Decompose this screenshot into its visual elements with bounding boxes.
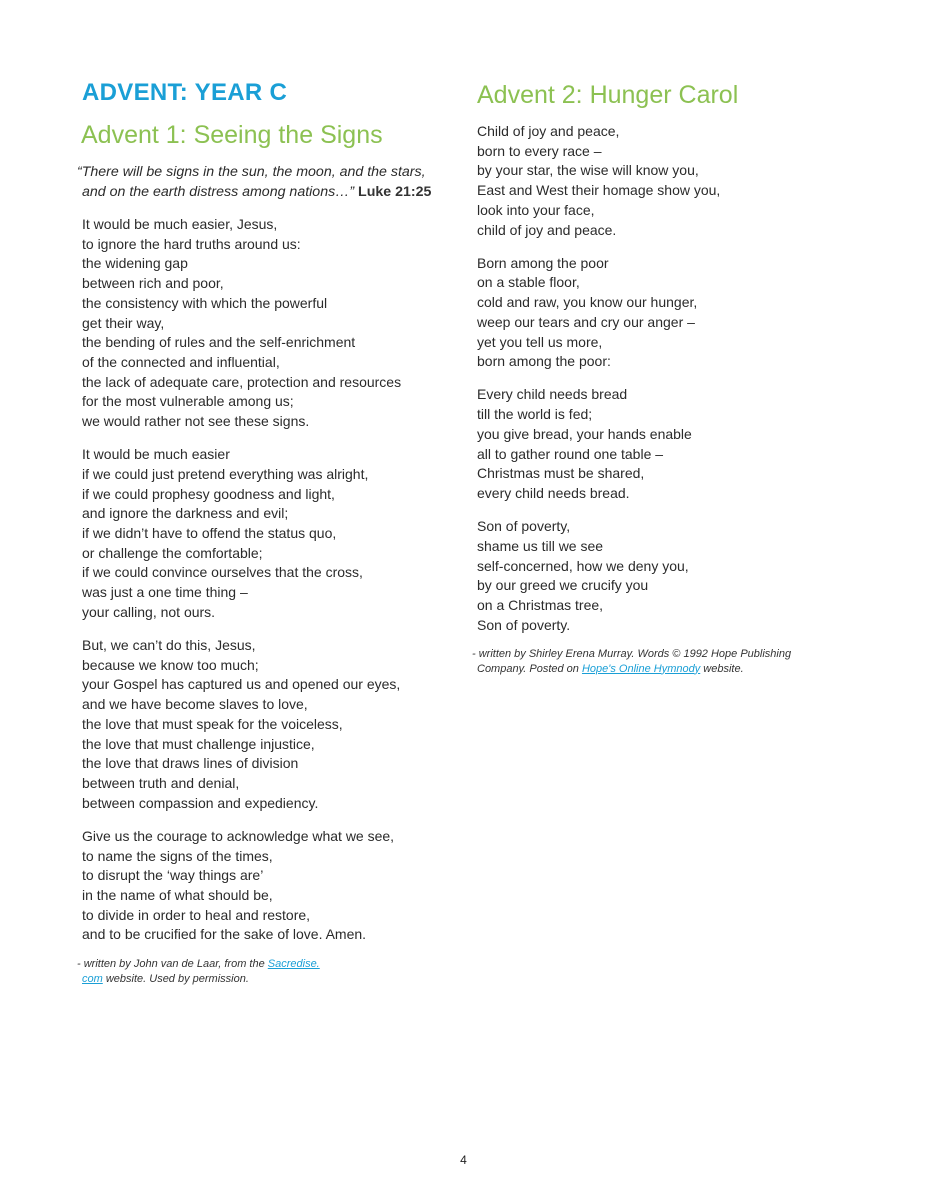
stanza <box>477 122 720 240</box>
verse-line: for the most vulnerable among us; <box>82 393 294 410</box>
verse-line: Every child needs bread <box>477 386 628 403</box>
season-year: YEAR C <box>188 79 288 106</box>
verse-line: shame us till we see <box>477 537 604 554</box>
epigraph-line-1: “There will be signs in the sun, the moon, and the stars, <box>77 164 426 180</box>
sacredise-link[interactable]: Sacredise. <box>267 958 320 970</box>
verse-line: born among the poor: <box>477 353 611 370</box>
verse-line: your Gospel has captured us and opened our eyes, <box>82 676 401 693</box>
verse-line: cold and raw, you know our hunger, <box>477 294 698 311</box>
verse-line: was just a one time thing – <box>82 584 248 601</box>
verse-line: Christmas must be shared, <box>477 465 645 482</box>
verse-line: Son of poverty. <box>477 616 571 633</box>
stanza <box>82 445 401 622</box>
verse-line: self-concerned, how we deny you, <box>477 557 689 574</box>
stanza <box>477 254 720 372</box>
verse-line: of the connected and influential, <box>82 353 280 370</box>
verse-line: we would rather not see these signs. <box>82 413 310 430</box>
verse-line: the love that draws lines of division <box>82 755 299 772</box>
verse-line: look into your face, <box>477 201 595 218</box>
verse-line: every child needs bread. <box>477 484 630 501</box>
verse-line: your calling, not ours. <box>82 603 216 620</box>
verse-line: and to be crucified for the sake of love. Amen. <box>82 926 367 943</box>
advent-2-credit <box>472 647 791 676</box>
verse-line: the widening gap <box>82 255 188 272</box>
verse-line: child of joy and peace. <box>477 221 617 238</box>
verse-line: Child of joy and peace, <box>477 123 620 139</box>
verse-line: the consistency with which the powerful <box>82 294 328 311</box>
advent-2-title: Advent 2: Hunger Carol <box>477 81 739 109</box>
sacredise-link-cont[interactable]: com <box>82 972 103 985</box>
verse-line: Give us the courage to acknowledge what we see, <box>82 827 395 844</box>
epigraph-line-2: and on the earth distress among nations…” <box>82 184 355 200</box>
stanza <box>477 517 720 635</box>
credit-suffix: website. Used by permission. <box>102 972 249 985</box>
advent-1-title: Advent 1: Seeing the Signs <box>81 121 383 149</box>
hymnody-link[interactable]: Hope's Online Hymnody <box>581 662 701 675</box>
verse-line: and we have become slaves to love, <box>82 696 308 713</box>
verse-line: the love that must challenge injustice, <box>82 735 315 752</box>
verse-line: the love that must speak for the voiceless, <box>82 715 343 732</box>
hunger-carol <box>477 122 720 635</box>
advent-1-prayer <box>82 215 401 945</box>
verse-line: you give bread, your hands enable <box>477 425 692 442</box>
verse-line: if we didn’t have to offend the status quo, <box>82 525 337 542</box>
verse-line: because we know too much; <box>82 656 259 673</box>
verse-line: by your star, the wise will know you, <box>477 162 699 179</box>
credit-line-1: - written by Shirley Erena Murray. Words © 1992 Hope Publishing <box>472 648 792 660</box>
stanza <box>82 827 401 945</box>
verse-line: in the name of what should be, <box>82 887 273 903</box>
stanza <box>82 636 401 813</box>
verse-line: to ignore the hard truths around us: <box>82 235 301 252</box>
verse-line: get their way, <box>82 314 165 331</box>
verse-line: by our greed we crucify you <box>477 577 649 594</box>
verse-line: Born among the poor <box>477 254 609 271</box>
verse-line: to divide in order to heal and restore, <box>82 906 311 923</box>
verse-line: East and West their homage show you, <box>477 182 721 199</box>
verse-line: on a Christmas tree, <box>477 596 604 613</box>
scripture-reference: Luke 21:25 <box>358 184 432 200</box>
scripture-epigraph <box>77 162 457 202</box>
verse-line: Son of poverty, <box>477 518 571 535</box>
verse-line: But, we can’t do this, Jesus, <box>82 637 256 654</box>
credit-prefix: - written by John van de Laar, from the <box>77 958 268 970</box>
verse-line: to name the signs of the times, <box>82 847 273 864</box>
verse-line: weep our tears and cry our anger – <box>477 313 695 330</box>
credit-line-2-prefix: Company. Posted on <box>477 662 582 675</box>
page-number: 4 <box>460 1153 467 1167</box>
verse-line: or challenge the comfortable; <box>82 544 263 561</box>
season-label: ADVENT: <box>82 79 189 106</box>
verse-line: till the world is fed; <box>477 406 593 423</box>
stanza <box>82 215 401 432</box>
verse-line: It would be much easier, Jesus, <box>82 216 278 232</box>
verse-line: between rich and poor, <box>82 275 224 292</box>
verse-line: if we could prophesy goodness and light, <box>82 485 335 502</box>
verse-line: on a stable floor, <box>477 274 580 291</box>
verse-line: between compassion and expediency. <box>82 794 319 811</box>
credit-line-2-suffix: website. <box>700 662 744 675</box>
verse-line: yet you tell us more, <box>477 333 603 350</box>
verse-line: born to every race – <box>477 142 602 159</box>
verse-line: if we could just pretend everything was alright, <box>82 465 369 482</box>
verse-line: the bending of rules and the self-enrichment <box>82 334 356 351</box>
verse-line: the lack of adequate care, protection and resources <box>82 373 402 390</box>
verse-line: between truth and denial, <box>82 774 240 791</box>
verse-line: to disrupt the ‘way things are’ <box>82 867 264 884</box>
advent-1-credit <box>77 957 320 986</box>
verse-line: It would be much easier <box>82 446 230 463</box>
verse-line: and ignore the darkness and evil; <box>82 505 289 522</box>
season-heading <box>82 78 287 108</box>
verse-line: if we could convince ourselves that the cross, <box>82 564 363 581</box>
stanza <box>477 385 720 503</box>
verse-line: all to gather round one table – <box>477 445 664 462</box>
